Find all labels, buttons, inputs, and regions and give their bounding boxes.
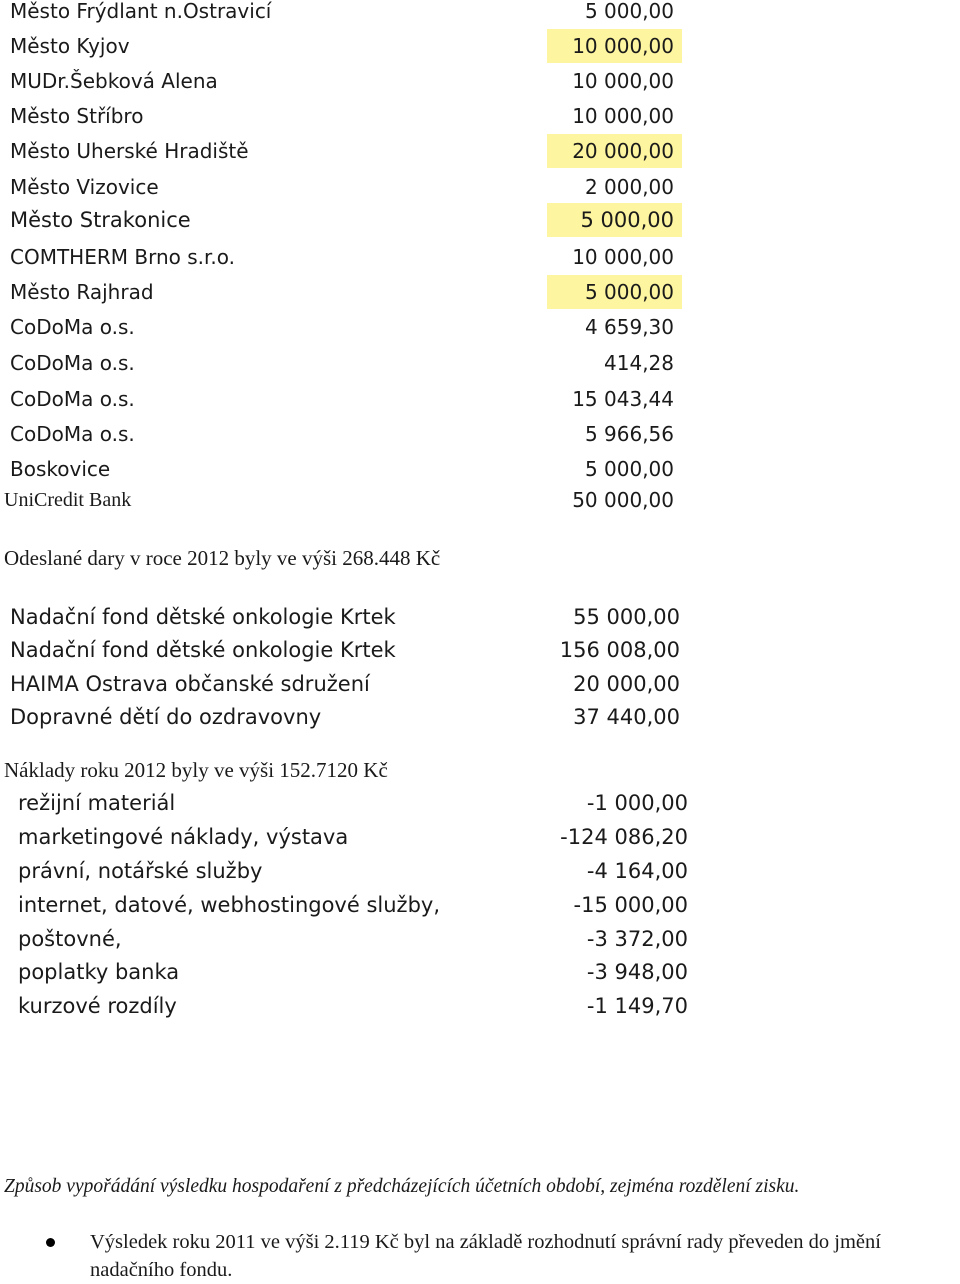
donor-name: Město Uherské Hradiště [10, 139, 249, 163]
donor-name: UniCredit Bank [4, 489, 132, 511]
cost-amount: -124 086,20 [560, 825, 688, 849]
cost-row [0, 820, 700, 854]
donor-amount: 2 000,00 [584, 175, 674, 199]
costs-heading: Náklady roku 2012 byly ve výši 152.7120 Kč [4, 758, 388, 782]
donor-row [0, 170, 700, 204]
result-heading: Způsob vypořádání výsledku hospodaření z předcházejících účetních období, zejména rozdělení zisku. [4, 1176, 800, 1197]
donor-row [0, 99, 700, 133]
donor-row [0, 417, 700, 451]
donor-amount: 10 000,00 [572, 69, 674, 93]
result-bullet-item [46, 1228, 960, 1284]
donor-name: CoDoMa o.s. [10, 315, 135, 339]
cost-row [0, 922, 700, 956]
donation-row [0, 633, 700, 667]
cost-name: kurzové rozdíly [18, 994, 177, 1018]
donor-row [0, 483, 700, 517]
donation-row [0, 700, 700, 734]
donor-amount: 5 000,00 [584, 0, 674, 23]
donor-row [0, 275, 700, 309]
donor-name: Město Rajhrad [10, 280, 154, 304]
cost-row [0, 955, 700, 989]
donor-name: Město Vizovice [10, 175, 159, 199]
donor-amount: 10 000,00 [547, 29, 682, 63]
cost-amount: -3 948,00 [586, 960, 688, 984]
cost-amount: -1 000,00 [586, 791, 688, 815]
donor-row [0, 29, 700, 63]
donor-row [0, 64, 700, 98]
donation-amount: 156 008,00 [559, 638, 680, 662]
donation-row [0, 600, 700, 634]
donation-amount: 55 000,00 [573, 605, 680, 629]
donation-name: Nadační fond dětské onkologie Krtek [10, 605, 396, 629]
donation-row [0, 667, 700, 701]
cost-name: právní, notářské služby [18, 859, 263, 883]
cost-amount: -3 372,00 [586, 927, 688, 951]
donor-amount: 10 000,00 [572, 245, 674, 269]
donor-name: Boskovice [10, 457, 111, 481]
donor-row [0, 382, 700, 416]
cost-row [0, 854, 700, 888]
cost-amount: -15 000,00 [573, 893, 688, 917]
cost-name: poplatky banka [18, 960, 180, 984]
donor-row [0, 134, 700, 168]
donor-name: CoDoMa o.s. [10, 387, 135, 411]
donation-amount: 37 440,00 [573, 705, 680, 729]
donation-name: Dopravné dětí do ozdravovny [10, 705, 322, 729]
cost-name: marketingové náklady, výstava [18, 825, 349, 849]
cost-row [0, 786, 700, 820]
result-bullet-text: Výsledek roku 2011 ve výši 2.119 Kč byl na základě rozhodnutí správní rady převeden do jmění nadačního fondu. [90, 1231, 881, 1281]
donor-amount: 50 000,00 [572, 488, 674, 512]
cost-name: internet, datové, webhostingové služby, [18, 893, 440, 917]
donor-amount: 4 659,30 [584, 315, 674, 339]
donor-name: Město Frýdlant n.Ostravicí [10, 0, 272, 23]
donor-name: Město Strakonice [10, 208, 191, 232]
bullet-icon [46, 1238, 55, 1247]
donor-amount: 5 000,00 [584, 457, 674, 481]
donor-amount: 15 043,44 [572, 387, 674, 411]
donations-heading: Odeslané dary v roce 2012 byly ve výši 268.448 Kč [4, 546, 441, 570]
donor-name: COMTHERM Brno s.r.o. [10, 245, 235, 269]
donor-amount: 5 000,00 [547, 203, 682, 237]
donor-name: CoDoMa o.s. [10, 351, 135, 375]
donor-name: Město Stříbro [10, 104, 144, 128]
cost-name: režijní materiál [18, 791, 176, 815]
donor-row [0, 310, 700, 344]
cost-amount: -4 164,00 [586, 859, 688, 883]
donor-amount: 5 966,56 [584, 422, 674, 446]
donation-amount: 20 000,00 [573, 672, 680, 696]
donor-amount: 414,28 [604, 351, 674, 375]
donor-name: Město Kyjov [10, 34, 130, 58]
donor-name: MUDr.Šebková Alena [10, 69, 218, 93]
donor-amount: 10 000,00 [572, 104, 674, 128]
cost-row [0, 888, 700, 922]
donation-name: Nadační fond dětské onkologie Krtek [10, 638, 396, 662]
donor-row [0, 203, 700, 237]
cost-row [0, 989, 700, 1023]
cost-amount: -1 149,70 [586, 994, 688, 1018]
donor-amount: 5 000,00 [547, 275, 682, 309]
donor-amount: 20 000,00 [547, 134, 682, 168]
donor-row [0, 0, 700, 28]
donation-name: HAIMA Ostrava občanské sdružení [10, 672, 370, 696]
donor-name: CoDoMa o.s. [10, 422, 135, 446]
cost-name: poštovné, [18, 927, 122, 951]
donor-row [0, 240, 700, 274]
donor-row [0, 346, 700, 380]
donor-row [0, 452, 700, 486]
